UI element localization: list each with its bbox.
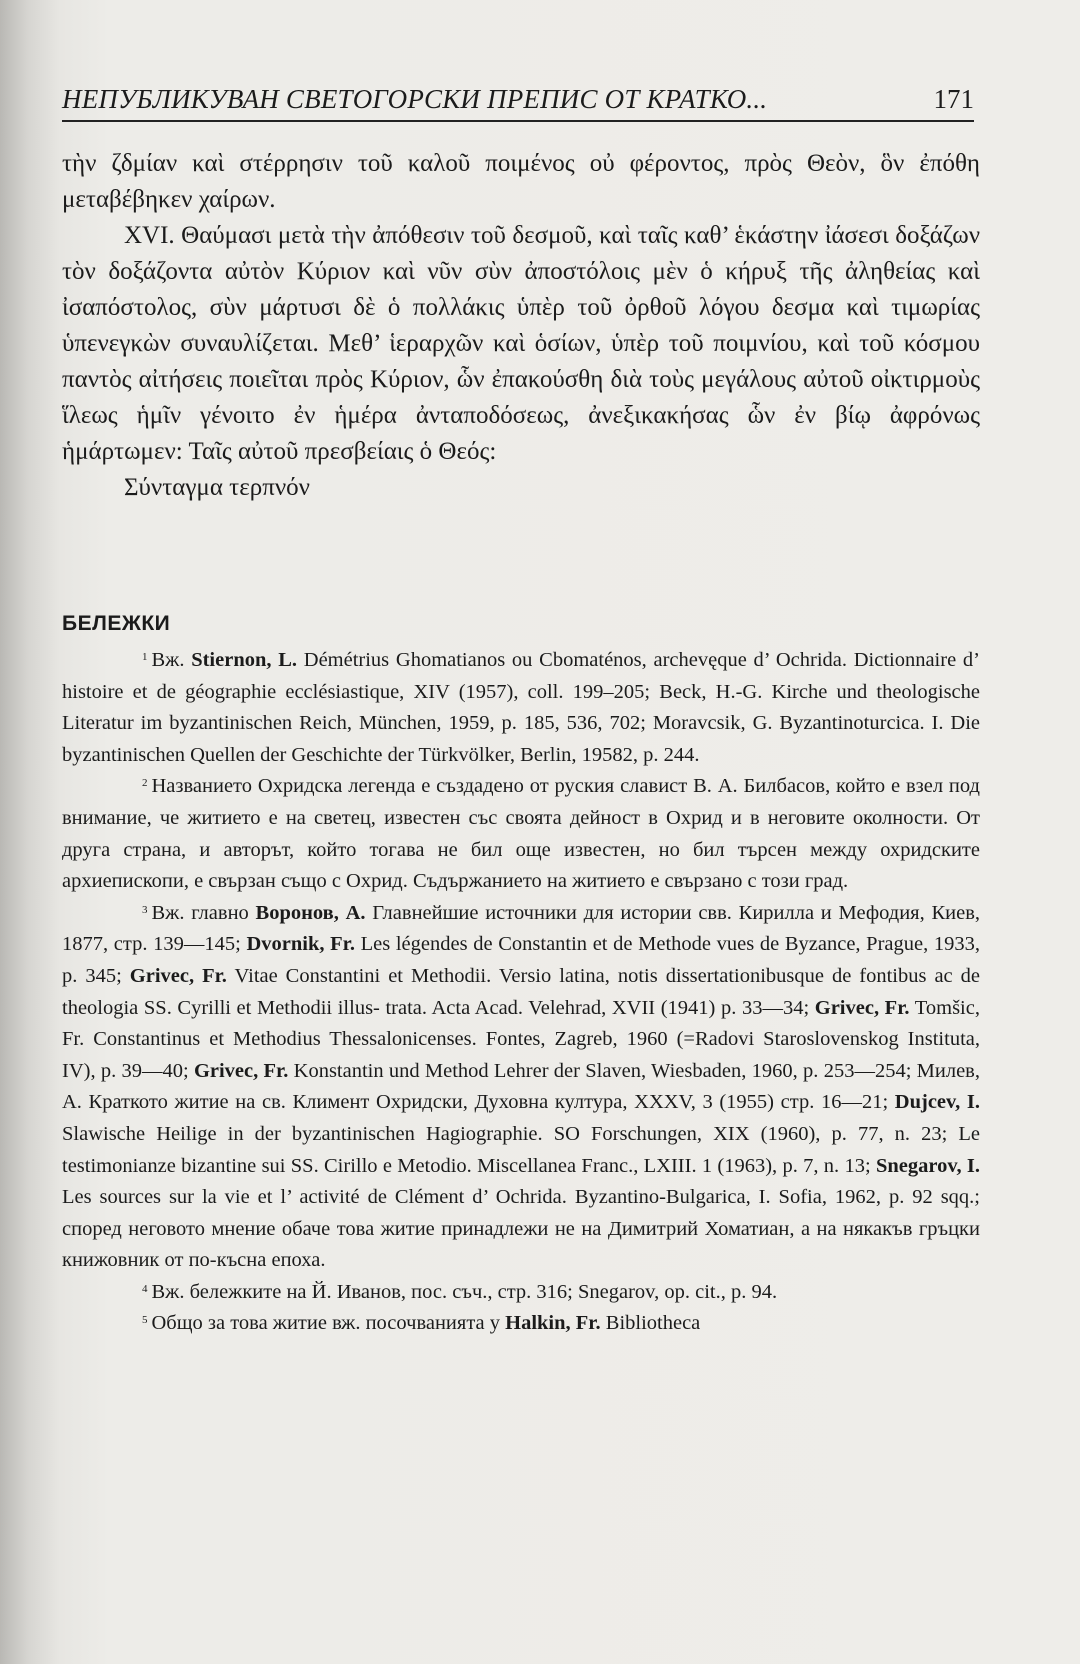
footnote-text: Slawische Heilige in der byzantinischen Hagiographie. SO Forschungen, XIX (1960), p. 77, n. 23; Le testimonianze bizantine sui SS. Cirillo e Metodio. Miscellanea Franc., LXIII. 1 (1963), p. 7, n. 13; <box>62 1122 980 1177</box>
greek-paragraph: τὴν ζδμίαν καὶ στέρρησιν τοῦ καλοῦ ποιμένος οὐ φέροντος, πρὸς Θεὸν, ὃν ἐπόθη μεταβέβηκεν χαίρων. <box>62 150 980 213</box>
footnote <box>62 1277 980 1309</box>
footnote-text: Названието Охридска легенда е създадено от руския славист В. А. Билбасов, който е взел под внимание, че житието е на светец, известен със своята дейност в Охрид и в неговите околности. От друга страна, и авторът, който тогава не бил още известен, но бил търсен между охридските архиепископи, е свързан също с Охрид. Съдържанието на житието е свързано с този град. <box>62 775 980 893</box>
footnote-text: Общо за това житие вж. посочванията у <box>151 1312 506 1335</box>
author-name: Grivec, Fr. <box>814 996 910 1019</box>
author-name: Dujcev, I. <box>894 1091 981 1114</box>
footnote-text: Démétrius Ghomatianos ou Cbomaténos, archevęque d’ Ochrida. Dictionnaire d’ histoire et de géographie ecclésiastique, XIV (1957), coll. 199–205; Beck, H.-G. Kirche und theologische Literatur im byzantinischen Reich, München, 1959, p. 185, 536, 702; Moravcsik, G. Byzantinoturcica. I. Die byzantinischen Quellen der Geschichte der Türkvölker, Berlin, 19582, p. 244. <box>62 649 980 766</box>
greek-text-block <box>62 146 980 506</box>
footnote-text: Вж. бележките на Й. Иванов, пос. съч., стр. 316; Snegarov, op. cit., p. 94. <box>151 1280 778 1303</box>
author-name: Snegarov, I. <box>875 1154 980 1177</box>
author-name: Воронов, А. <box>255 901 366 924</box>
author-name: Grivec, Fr. <box>193 1059 289 1082</box>
footnote-number: 5 <box>142 1314 148 1327</box>
author-name: Dvornik, Fr. <box>246 933 355 956</box>
footnote-text: Bibliotheca <box>600 1312 701 1335</box>
notes-list <box>62 645 980 1340</box>
greek-paragraph: XVI. Θαύμασι μετὰ τὴν ἀπόθεσιν τοῦ δεσμοῦ, καὶ ταῖς καθ’ ἑκάστην ἰάσεσι δοξάζων τὸν δοξάζοντα αὐτὸν Κύριον καὶ νῦν σὺν ἀποστόλοις μὲν ὁ κήρυξ τῆς ἀληθείας καὶ ἰσαπόστολος, σὺν μάρτυσι δὲ ὁ πολλάκις ὑπὲρ τοῦ ὀρθοῦ λόγου δεσμα καὶ τιμωρίας ὑπενεγκὼν συναυλίζεται. Μεθ’ ἱεραρχῶν καὶ ὁσίων, ὑπὲρ τοῦ ποιμνίου, καὶ τοῦ κόσμου παντὸς αἰτήσεις ποιεῖται πρὸς Κύριον, ὧν ἐπακούσθη διὰ τοὺς μεγάλους αὐτοῦ οἰκτιρμοὺς ἵλεως ἡμῖν γένοιτο ἐν ἡμέρα ἀνταποδόσεως, ἀνεξικακήσας ὧν ἐν βίῳ ἀφρόνως ἡμάρτωμεν: Ταῖς αὐτοῦ πρεσβείαις ὁ Θεός: <box>62 222 980 465</box>
footnote-text: Konstantin und Method Lehrer der Slaven, Wiesbaden, 1960, p. 253—254; Милев, А. Краткото житие на св. Климент Охридски, Духовна култура, XXXV, 3 (1955) стр. 16—21; <box>62 1059 980 1114</box>
footnote-text: Les légendes de Constantin et de Methode vues de Byzance, Prague, 1933, p. 345; <box>62 933 980 987</box>
footnote-number: 1 <box>142 651 148 663</box>
author-name: Stiernon, L. <box>191 649 298 671</box>
footnote-text: Вж. главно <box>151 901 256 924</box>
footnote <box>62 898 980 1277</box>
footnote-text: Tomšic, Fr. Constantinus et Methodius Thessalonicenses. Fontes, Zagreb, 1960 (=Radovi Staroslovenskog Instituta, IV), p. 39—40; <box>62 996 980 1082</box>
footnote-text: Вж. <box>151 649 192 671</box>
page-number: 171 <box>933 84 974 114</box>
greek-closing-line: Σύνταγμα τερπνόν <box>124 474 310 501</box>
footnote-text: Vitae Constantini et Methodii. Versio latina, notis dissertationibusque de fontibus ac de theologia SS. Cyrilli et Methodii illus- trata. Acta Acad. Velehrad, XVII (1941) p. 33—34; <box>62 964 980 1019</box>
footnote-number: 4 <box>142 1282 148 1295</box>
footnote <box>62 1308 980 1340</box>
footnote-number: 3 <box>142 903 148 916</box>
author-name: Halkin, Fr. <box>505 1312 601 1335</box>
author-name: Grivec, Fr. <box>129 964 227 987</box>
footnote-text: Les sources sur la vie et l’ activité de Clément d’ Ochrida. Byzantino-Bulgarica, I. Sofia, 1962, p. 92 sqq.; според неговото мнение обаче това житие принадлежи не на Димитрий Хоматиан, а на някакъв гръцки книжовник от по-късна епоха. <box>62 1186 980 1272</box>
footnote <box>62 771 980 897</box>
header-title: НЕПУБЛИКУВАН СВЕТОГОРСКИ ПРЕПИС ОТ КРАТКО... <box>62 84 768 114</box>
notes-heading: БЕЛЕЖКИ <box>62 612 171 635</box>
footnote-number: 2 <box>142 777 148 790</box>
footnote-text: Главнейшие источники для истории свв. Кирилла и Мефодия, Киев, 1877, стр. 139—145; <box>62 901 980 956</box>
running-header <box>62 80 974 122</box>
footnote <box>62 645 980 771</box>
